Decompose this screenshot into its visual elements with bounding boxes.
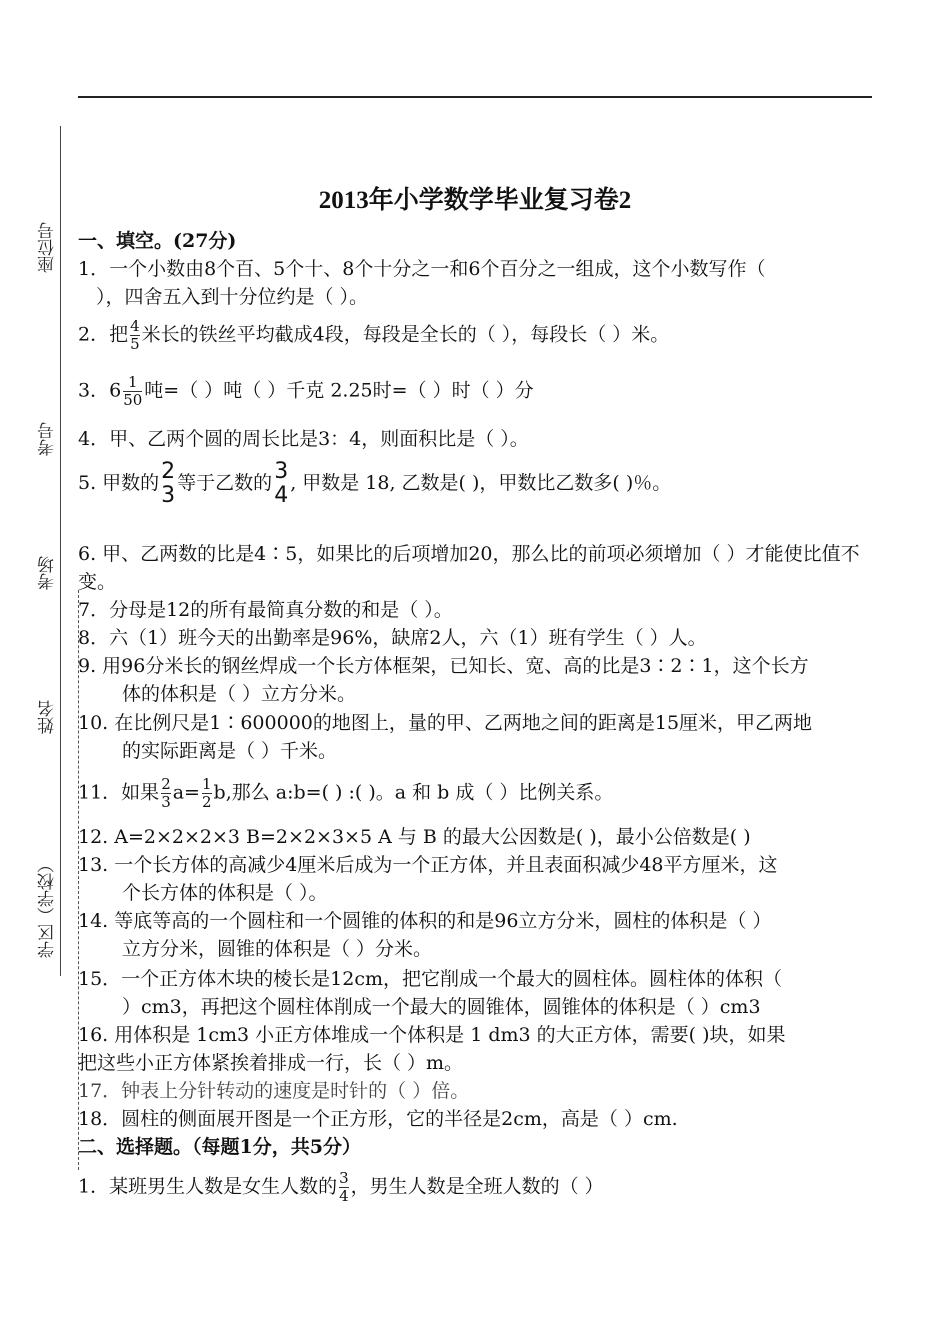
question-8: 8．六（1）班今天的出勤率是96%，缺席2人，六（1）班有学生（ ）人。 <box>78 627 707 649</box>
question-10-line-1: 10. 在比例尺是1∶600000的地图上，量的甲、乙两地之间的距离是15厘米，甲乙两地 <box>78 712 813 734</box>
fraction-numerator: 2 <box>161 459 176 484</box>
question-11-text: b,那么 a:b=( ) :( )。a 和 b 成（ ）比例关系。 <box>213 781 614 804</box>
fraction-denominator: 3 <box>161 793 171 811</box>
question-2-text: 米长的铁丝平均截成4段，每段是全长的（ ），每段长（ ）米。 <box>141 323 670 346</box>
section-fill-blank-heading: 一、填空。(27分) <box>78 230 237 252</box>
question-5-text: , 甲数是 18, 乙数是( )，甲数比乙数多( )％。 <box>290 472 672 494</box>
fraction-3-4 <box>274 460 288 508</box>
fraction-numerator: 1 <box>201 775 212 793</box>
fraction-2-3 <box>161 460 175 508</box>
question-5-middle: 等于乙数的 <box>177 472 273 494</box>
exam-room-label: 考场 <box>38 556 58 590</box>
question-16-line-2: 把这些小正方体紧挨着排成一行，长（ ）m。 <box>78 1052 464 1074</box>
question-12: 12. A=2×2×2×3 B=2×2×3×5 A 与 B 的最大公因数是( )，最小公倍数是( ) <box>78 826 751 848</box>
fraction-1-2 <box>202 776 212 811</box>
question-4: 4．甲、乙两个圆的周长比是3：4，则面积比是（ ）。 <box>78 428 529 450</box>
fraction-denominator: 50 <box>123 391 143 409</box>
section-choice-heading: 二、选择题。（每题1分，共5分） <box>78 1136 361 1158</box>
fraction-2-3 <box>161 776 171 811</box>
question-2 <box>78 318 878 353</box>
header-rule <box>78 96 872 98</box>
question-3 <box>78 374 878 409</box>
fraction-denominator: 4 <box>274 483 289 508</box>
question-11-middle: a= <box>172 781 200 804</box>
question-5-prefix: 5. 甲数的 <box>78 472 160 494</box>
question-7: 7．分母是12的所有最简真分数的和是（ ）。 <box>78 599 453 621</box>
fraction-numerator: 2 <box>161 775 171 793</box>
question-16-line-1: 16. 用体积是 1cm3 小正方体堆成一个体积是 1 dm3 的大正方体，需要( )块，如果 <box>78 1024 786 1046</box>
question-1-line-1: 1．一个小数由8个百、5个十、8个十分之一和6个百分之一组成，这个小数写作（ <box>78 258 766 280</box>
choice-question-1 <box>78 1170 878 1205</box>
fraction-1-50 <box>123 374 142 409</box>
page-title: 2013年小学数学毕业复习卷2 <box>318 187 632 214</box>
fraction-numerator: 3 <box>274 459 289 484</box>
question-14-line-2: 立方分米，圆锥的体积是（ ）分米。 <box>122 938 433 960</box>
fraction-numerator: 4 <box>130 317 140 335</box>
question-11-prefix: 11．如果 <box>78 781 160 804</box>
fraction-denominator: 5 <box>130 335 140 353</box>
school-label: 学区（学校） <box>38 856 58 958</box>
choice-question-1-prefix: 1．某班男生人数是女生人数的 <box>78 1175 338 1198</box>
question-2-prefix: 2．把 <box>78 323 129 346</box>
question-5 <box>78 460 878 508</box>
choice-question-1-text: ，男生人数是全班人数的（ ） <box>350 1175 604 1198</box>
question-6: 6. 甲、乙两数的比是4∶5，如果比的后项增加20，那么比的前项必须增加（ ）才能使比值不变。 <box>78 543 860 593</box>
question-10-line-2: 的实际距离是（ ）千米。 <box>122 740 338 762</box>
fraction-numerator: 3 <box>339 1169 349 1187</box>
question-13-line-1: 13. 一个长方体的高减少4厘米后成为一个正方体，并且表面积减少48平方厘米，这 <box>78 854 778 876</box>
question-17: 17．钟表上分针转动的速度是时针的（ ）倍。 <box>78 1080 470 1102</box>
fraction-4-5 <box>130 318 140 353</box>
name-label: 姓名 <box>38 700 58 734</box>
binding-line <box>60 126 61 976</box>
fraction-numerator: 1 <box>127 373 138 391</box>
question-3-prefix: 3．6 <box>78 379 122 402</box>
exam-number-label: 考号 <box>38 422 58 456</box>
question-9-line-1: 9. 用96分米长的钢丝焊成一个长方体框架，已知长、宽、高的比是3∶2∶1，这个长方 <box>78 655 809 677</box>
question-13-line-2: 个长方体的体积是（ ）。 <box>122 882 328 904</box>
fraction-denominator: 3 <box>161 483 176 508</box>
question-14-line-1: 14. 等底等高的一个圆柱和一个圆锥的体积的和是96立方分米，圆柱的体积是（ ） <box>78 910 772 932</box>
question-9-line-2: 体的体积是（ ）立方分米。 <box>122 683 357 705</box>
question-1-line-2: ），四舍五入到十分位约是（ ）。 <box>96 286 369 308</box>
seat-number-label: 座位号 <box>38 222 58 273</box>
fraction-denominator: 2 <box>201 793 212 811</box>
question-15-line-2: ）cm3，再把这个圆柱体削成一个最大的圆锥体，圆锥体的体积是（ ）cm3 <box>122 996 761 1018</box>
fraction-denominator: 4 <box>339 1187 349 1205</box>
question-3-text: 吨=（ ）吨（ ）千克 2.25时=（ ）时（ ）分 <box>144 379 534 402</box>
question-15-line-1: 15．一个正方体木块的棱长是12cm，把它削成一个最大的圆柱体。圆柱体的体积（ <box>78 968 783 990</box>
question-18: 18．圆柱的侧面展开图是一个正方形，它的半径是2cm，高是（ ）cm. <box>78 1108 678 1130</box>
question-11 <box>78 776 878 811</box>
fraction-3-4 <box>339 1170 349 1205</box>
